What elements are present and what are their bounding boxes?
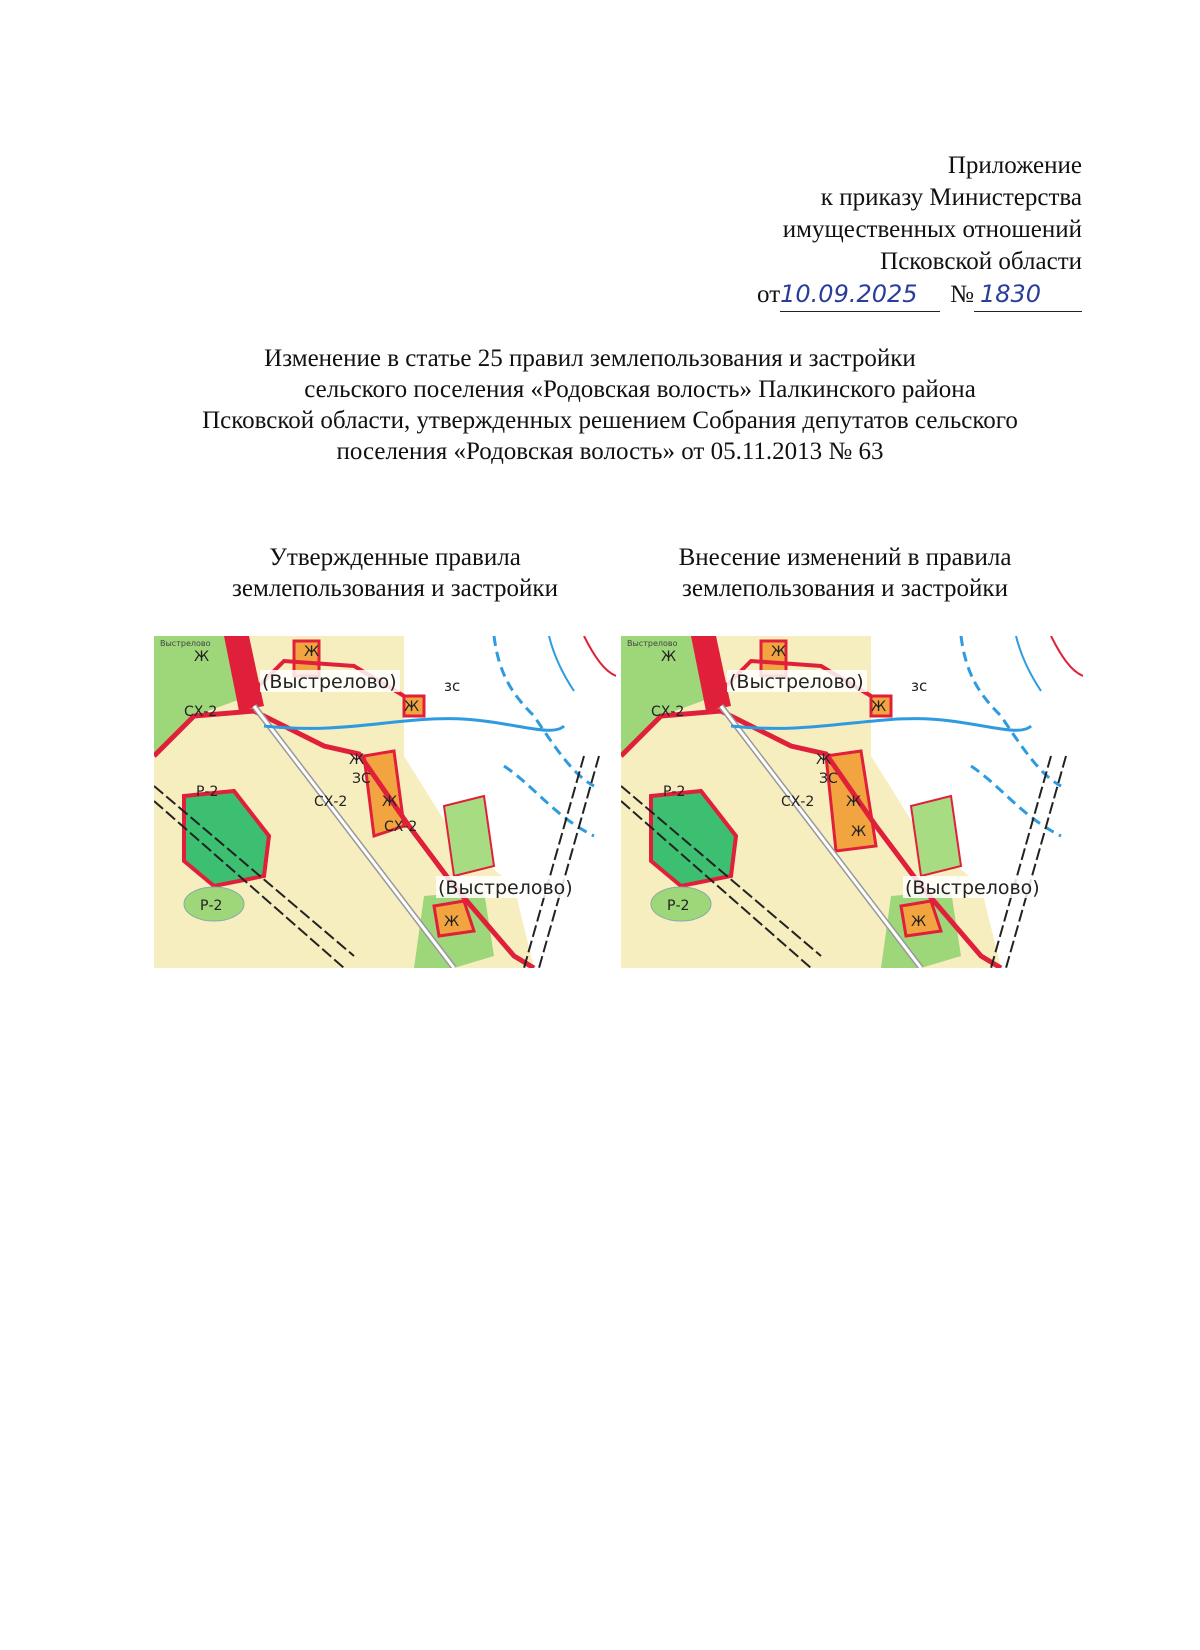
appendix-order-line: к приказу Министерства bbox=[820, 184, 1082, 211]
map2-zone-zs: ЗС bbox=[819, 771, 838, 787]
date-prefix: от bbox=[757, 281, 781, 308]
appendix-ministry-line: имущественных отношений bbox=[782, 216, 1082, 243]
map-approved-drawing bbox=[154, 636, 616, 968]
map-zone-agri-2: СХ-2 bbox=[314, 794, 348, 810]
appendix-region-line: Псковской области bbox=[880, 248, 1082, 275]
left-caption-line-1: Утвержденные правила bbox=[269, 544, 521, 571]
map-zone-zh-3: Ж bbox=[382, 794, 398, 810]
right-caption-line-2: землепользования и застройки bbox=[682, 575, 1008, 602]
map-village-label-bottom: (Выстрелово) bbox=[438, 877, 573, 899]
left-caption-line-2: землепользования и застройки bbox=[232, 575, 558, 602]
map2-zone-rec-1: Р-2 bbox=[663, 784, 686, 800]
document-title bbox=[140, 343, 1080, 467]
map-approved bbox=[154, 636, 616, 968]
map-zone-zh-1: Ж bbox=[194, 649, 210, 665]
map-top-small-label: Выстрелово bbox=[160, 639, 211, 648]
map-zone-agri-3: СХ-2 bbox=[384, 819, 418, 835]
map-zone-zh-2: Ж bbox=[349, 752, 365, 768]
map2-top-small-label: Выстрелово bbox=[627, 639, 678, 648]
map2-zone-zh-4: Ж bbox=[771, 644, 787, 660]
map-zone-rec-2: Р-2 bbox=[200, 898, 223, 914]
title-line-1: Изменение в статье 25 правил землепользования и застройки bbox=[264, 345, 916, 372]
map-zone-zs: ЗС bbox=[352, 771, 371, 787]
map2-village-label-bottom: (Выстрелово) bbox=[905, 877, 1040, 899]
map-zone-zh-5: Ж bbox=[404, 699, 420, 715]
title-line-3: Псковской области, утвержденных решением Собрания депутатов сельского bbox=[202, 407, 1018, 434]
title-line-2: сельского поселения «Родовская волость» Палкинского района bbox=[304, 376, 976, 403]
map-zone-zh-6: Ж bbox=[444, 914, 460, 930]
number-field bbox=[974, 278, 1082, 312]
map2-village-label-top: (Выстрелово) bbox=[729, 671, 864, 693]
map2-zone-agri-2: СХ-2 bbox=[781, 794, 815, 810]
right-caption bbox=[630, 542, 1060, 604]
map2-zone-zh-3: Ж bbox=[846, 794, 862, 810]
map2-zone-zh-5: Ж bbox=[871, 699, 887, 715]
right-caption-line-1: Внесение изменений в правила bbox=[678, 544, 1012, 571]
map-amended-drawing bbox=[621, 636, 1083, 968]
map2-zone-zs-lower: зс bbox=[911, 677, 928, 695]
map2-zone-zh-1: Ж bbox=[661, 649, 677, 665]
handwritten-date: 10.09.2025 bbox=[780, 280, 918, 308]
map2-zone-agri-1: СХ-2 bbox=[651, 704, 685, 720]
map2-zone-zh-2: Ж bbox=[816, 752, 832, 768]
map-amended bbox=[621, 636, 1083, 968]
date-field bbox=[780, 278, 940, 312]
appendix-block bbox=[757, 150, 1082, 312]
appendix-title: Приложение bbox=[947, 152, 1082, 179]
number-prefix: № bbox=[950, 281, 974, 308]
map-village-label-top: (Выстрелово) bbox=[262, 671, 397, 693]
left-caption bbox=[180, 542, 610, 604]
map2-zone-rec-2: Р-2 bbox=[667, 898, 690, 914]
map-zone-zs-lower: зс bbox=[444, 677, 461, 695]
map-zone-rec-1: Р-2 bbox=[196, 784, 219, 800]
map-zone-zh-4: Ж bbox=[304, 644, 320, 660]
map-zone-agri-1: СХ-2 bbox=[184, 704, 218, 720]
title-line-4: поселения «Родовская волость» от 05.11.2013 № 63 bbox=[336, 438, 884, 465]
map2-zone-zh-6: Ж bbox=[911, 914, 927, 930]
map2-zone-zh-7: Ж bbox=[851, 824, 867, 840]
handwritten-number: 1830 bbox=[980, 280, 1042, 308]
appendix-reference bbox=[757, 278, 1082, 312]
